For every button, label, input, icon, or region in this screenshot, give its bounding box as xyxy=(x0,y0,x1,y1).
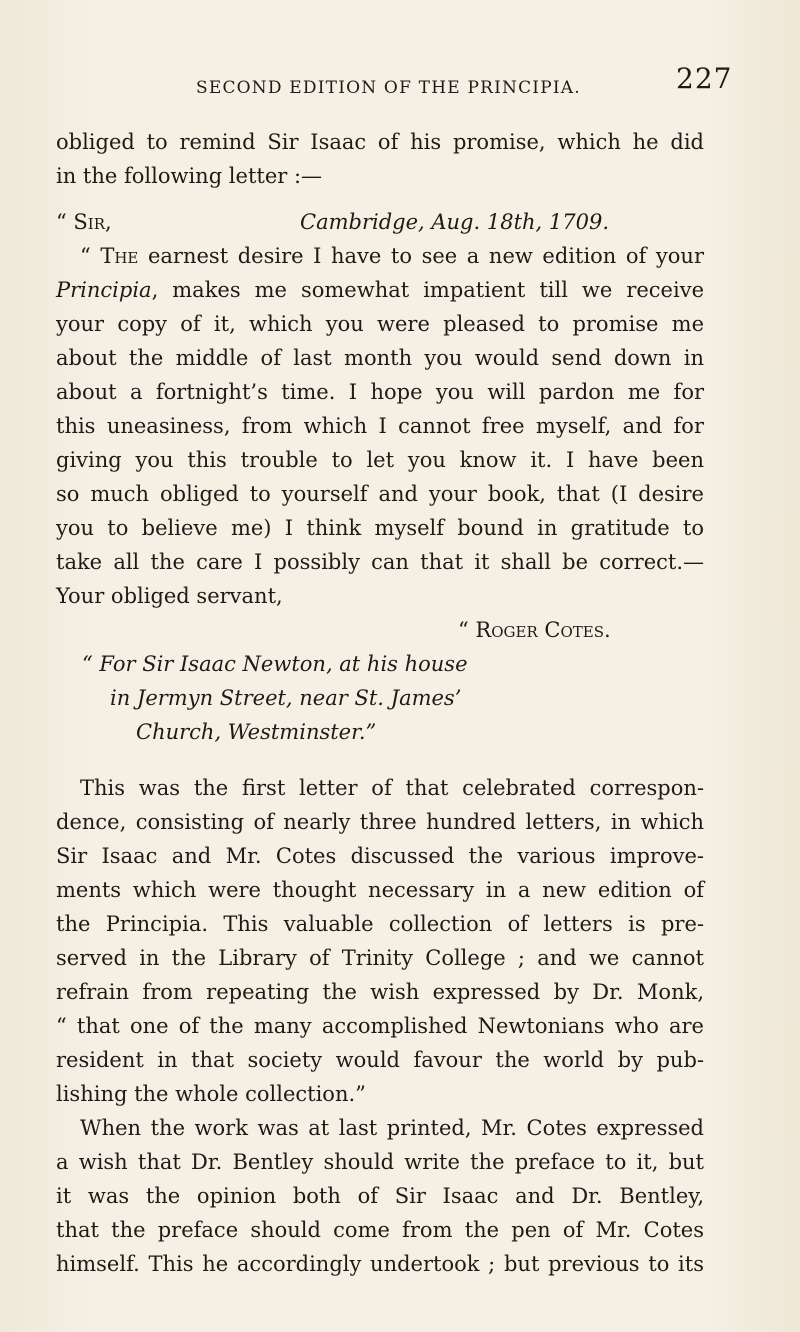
text-line: about a fortnight’s time. I hope you will pardon me for xyxy=(56,380,704,404)
letter-signature: “ Roger Cotes. xyxy=(458,618,611,642)
text-line: resident in that society would favour the world by pub- xyxy=(56,1048,704,1072)
text-line xyxy=(56,278,704,302)
text-line: that the preface should come from the pen of Mr. Cotes xyxy=(56,1218,704,1242)
text-line: dence, consisting of nearly three hundred letters, in which xyxy=(56,810,704,834)
letter-first-word: The xyxy=(100,244,139,268)
letter-address-line: in Jermyn Street, near St. James’ xyxy=(110,686,462,710)
running-head: SECOND EDITION OF THE PRINCIPIA. xyxy=(196,78,581,98)
text-span: , makes me somewhat impatient till we receive xyxy=(151,278,704,302)
text-span: earnest desire I have to see a new edition of your xyxy=(138,244,704,268)
text-line: obliged to remind Sir Isaac of his promise, which he did xyxy=(56,130,704,154)
open-quote: “ xyxy=(80,244,91,268)
page-number: 227 xyxy=(676,62,733,95)
text-line: you to believe me) I think myself bound in gratitude to xyxy=(56,516,704,540)
text-line: This was the first letter of that celebrated correspon- xyxy=(80,776,704,800)
text-line: this uneasiness, from which I cannot free myself, and for xyxy=(56,414,704,438)
text-line: the Principia. This valuable collection of letters is pre- xyxy=(56,912,704,936)
text-line: “ that one of the many accomplished Newtonians who are xyxy=(56,1014,704,1038)
text-line: so much obliged to yourself and your book, that (I desire xyxy=(56,482,704,506)
text-line: a wish that Dr. Bentley should write the preface to it, but xyxy=(56,1150,704,1174)
principia-title: Principia xyxy=(56,278,152,302)
text-line: served in the Library of Trinity College ; and we cannot xyxy=(56,946,704,970)
text-line: himself. This he accordingly undertook ; but previous to its xyxy=(56,1252,704,1276)
text-line: lishing the whole collection.” xyxy=(56,1082,366,1106)
letter-salutation: “ Sir, xyxy=(56,210,112,234)
text-line: giving you this trouble to let you know it. I have been xyxy=(56,448,704,472)
text-line: take all the care I possibly can that it shall be correct.— xyxy=(56,550,704,574)
text-line: refrain from repeating the wish expressed by Dr. Monk, xyxy=(56,980,704,1004)
letter-dateline: Cambridge, Aug. 18th, 1709. xyxy=(300,210,610,234)
text-line: Sir Isaac and Mr. Cotes discussed the various improve- xyxy=(56,844,704,868)
text-line: ments which were thought necessary in a new edition of xyxy=(56,878,704,902)
text-line: about the middle of last month you would send down in xyxy=(56,346,704,370)
text-line: in the following letter :— xyxy=(56,164,323,188)
text-line: your copy of it, which you were pleased to promise me xyxy=(56,312,704,336)
letter-address-line: Church, Westminster.” xyxy=(136,720,377,744)
text-line: it was the opinion both of Sir Isaac and Dr. Bentley, xyxy=(56,1184,704,1208)
text-line xyxy=(80,244,704,268)
letter-closing: Your obliged servant, xyxy=(56,584,283,608)
letter-address-line: “ For Sir Isaac Newton, at his house xyxy=(82,652,468,676)
text-line: When the work was at last printed, Mr. Cotes expressed xyxy=(80,1116,704,1140)
